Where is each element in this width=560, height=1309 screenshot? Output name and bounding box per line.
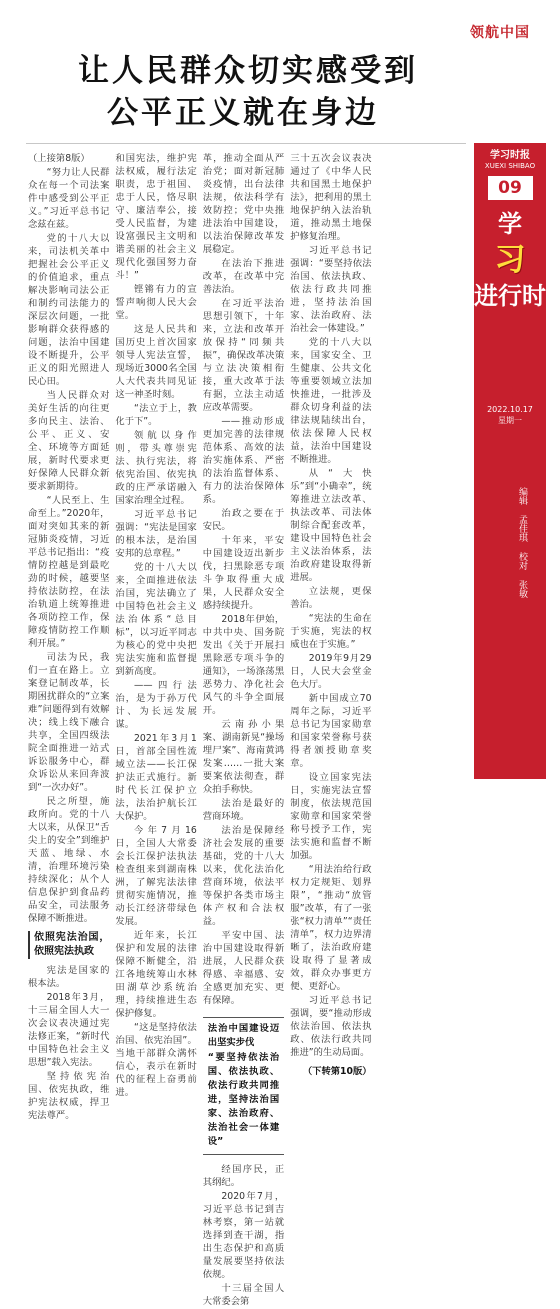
editor-credit: 编辑 孟佳琪 校对 张敏 <box>517 487 527 598</box>
issue-date-value: 2022.10.17 <box>487 405 533 414</box>
issue-weekday: 星期一 <box>498 416 522 425</box>
article-paragraph: 坚持依宪治国、依宪执政，维护宪法权威，捍卫宪法尊严。 <box>28 1071 110 1121</box>
article-paragraph: 立法规，更保善治。 <box>290 586 372 610</box>
article-paragraph: 平安中国、法治中国建设取得新进展，人民群众获得感、幸福感、安全感更加充实、更有保障。 <box>202 930 285 1006</box>
article-paragraph: 司法为民，我们一直在路上。立案登记制改革，长期困扰群众的“立案难”问题得到有效解决；线上线下融合共享，全国四级法院全面推进一站式诉讼服务中心，群众诉讼从来回奔波到“一次办好”。 <box>28 652 110 793</box>
article-paragraph: 党的十八大以来，全面推进依法治国，宪法确立了中国特色社会主义法治体系“总目标”，以习近平同志为核心的党中央把宪法实施和监督提到新高度。 <box>115 562 197 677</box>
article-column-1 <box>28 152 109 1309</box>
article-paragraph: 宪法是国家的根本法。 <box>28 965 110 989</box>
article-column-3 <box>203 152 284 1309</box>
headline-line-2: 公平正义就在身边 <box>107 95 379 131</box>
section-title-middle: 习 <box>494 242 526 278</box>
headline-rule <box>26 143 466 144</box>
article-paragraph: 从“大快乐”到“小确幸”，统筹推进立法改革、执法改革、司法体制综合配套改革，建设中国特色社会主义法治体系，法治政府建设取得新进展。 <box>290 468 372 583</box>
article-paragraph: 近年来，长江保护和发展的法律保障不断健全，沿江各地统筹山水林田湖草沙系统治理，持续推进生态保护修复。 <box>115 930 197 1019</box>
article-paragraph: 领航以身作则，带头尊崇宪法、执行宪法，将依宪治国、依宪执政的庄严承诺融入国家治理全过程。 <box>115 430 197 506</box>
article-paragraph: ——四行法治，是为于孙万代计、为长远发展谋。 <box>115 680 197 730</box>
article-paragraph: 治政之要在于安民。 <box>202 508 285 532</box>
section-title-bottom: 进行时 <box>474 282 546 310</box>
continuation-note: （下转第10版） <box>302 1066 372 1077</box>
section-banner: 领航中国 <box>470 25 530 41</box>
article-paragraph: （上接第8版） <box>28 153 90 164</box>
article-paragraph: 和国宪法，维护宪法权威，履行法定职责，忠于祖国、忠于人民，恪尽职守、廉洁奉公，接受人民监督，为建设富强民主文明和谐美丽的社会主义现代化强国努力奋斗！” <box>115 153 197 281</box>
article-paragraph: 在法治下推进改革，在改革中完善法治。 <box>202 258 285 295</box>
article-paragraph: 铿锵有力的宣誓声响彻人民大会堂。 <box>115 284 197 321</box>
article-paragraph: 法治是保障经济社会发展的重要基础，党的十八大以来，优化法治化营商环境，依法平等保护各类市场主体产权和合法权益。 <box>202 825 285 927</box>
article-paragraph: 云南孙小果案、湖南新晃“操场埋尸案”、海南黄鸿发案……一批大案要案依法彻查，群众拍手称快。 <box>202 719 285 795</box>
article-paragraph: 法治是最好的营商环境。 <box>202 798 285 822</box>
article-paragraph: “努力让人民群众在每一个司法案件中感受到公平正义。”习近平总书记念兹在兹。 <box>28 167 110 230</box>
article-paragraph: 三十五次会议表决通过了《中华人民共和国黑土地保护法》，把利用的黑土地保护纳入法治轨道，推动黑土地保护修复治理。 <box>290 153 372 242</box>
publication-subtitle: XUEXI SHIBAO <box>484 162 536 170</box>
article-paragraph: 2018年伊始，中共中央、国务院发出《关于开展扫黑除恶专项斗争的通知》，一场涤荡黑恶势力、净化社会风气的斗争全面展开。 <box>202 614 285 716</box>
article-paragraph: “用法治给行政权力定规矩、划界限”，“推动“放管服”改革，有了一张张“权力清单”“责任清单”，权力边界清晰了，法治政府建设取得了显著成效，群众办事更方便、更舒心。 <box>290 864 372 992</box>
article-paragraph: “这是坚持依法治国、依宪治国”。当地干部群众满怀信心，表示在新时代的征程上奋勇前进。 <box>115 1022 197 1098</box>
article-paragraph: 习近平总书记强调：“宪法是国家的根本法，是治国安邦的总章程。” <box>115 509 197 559</box>
article-paragraph: 习近平总书记强调：“要坚持依法治国、依法执政、依法行政共同推进，坚持法治国家、法治政府、法治社会一体建设。” <box>290 245 372 334</box>
article-paragraph: 十年来，平安中国建设迈出新步伐，扫黑除恶专项斗争取得重大成果，人民群众安全感持续提升。 <box>202 535 285 611</box>
headline-line-1: 让人民群众切实感受到 <box>78 53 418 89</box>
subheading-text: 依照宪法治国，依照宪法执政 <box>34 932 110 957</box>
article-paragraph: “人民至上、生命至上。”2020年，面对突如其来的新冠肺炎疫情，习近平总书记指出：“疫情防控越是到最吃劲的时候，越要坚持依法防控，在法治轨道上统筹推进各项防控工作，保障疫情防控工作顺利开展。” <box>28 495 110 649</box>
article-paragraph: ——推动形成更加完善的法律规范体系、高效的法治实施体系、严密的法治监督体系、有力的法治保障体系。 <box>202 416 285 505</box>
pull-quote-text: “要坚持依法治国、依法执政、依法行政共同推进，坚持法治国家、法治政府、法治社会一体建设” <box>207 1052 280 1147</box>
article-paragraph: “法立于上，教化于下”。 <box>115 403 197 427</box>
article-paragraph: 设立国家宪法日，实施宪法宣誓制度，依法规范国家勋章和国家荣誉称号授予工作，宪法实施和监督不断加强。 <box>290 772 372 861</box>
article-paragraph: “宪法的生命在于实施，宪法的权威也在于实施。” <box>290 613 372 650</box>
article-paragraph: 今年7月16日，全国人大常委会长江保护法执法检查组来到湖南株洲，了解宪法法律贯彻实施情况，推动长江经济带绿色发展。 <box>115 825 197 927</box>
article-paragraph: 2021年3月1日，首部全国性流域立法——长江保护法正式施行。新时代长江保护立法，法治护航长江大保护。 <box>115 733 197 822</box>
article-paragraph: 2018年3月，十三届全国人大一次会议表决通过宪法修正案，“新时代中国特色社会主义思想”载入宪法。 <box>28 992 110 1068</box>
section-title <box>474 208 546 312</box>
article-paragraph: 十三届全国人大常委会第 <box>202 1283 285 1307</box>
article-paragraph: 2019年9月29日，人民大会堂金色大厅。 <box>290 653 372 690</box>
article-column-2 <box>115 152 196 1309</box>
article-column-4 <box>290 152 371 1309</box>
publication-logo: 学习时报 <box>490 150 530 161</box>
article-paragraph: 新中国成立70周年之际，习近平总书记为国家勋章和国家荣誉称号获得者颁授勋章奖章。 <box>290 693 372 769</box>
article-paragraph: 革，推动全面从严治党；面对新冠肺炎疫情，出台法律法规，依法科学有效防控；党中央推进法治中国建设，以法治保障改革发展稳定。 <box>202 153 285 255</box>
article-paragraph: 经国序民，正其纲纪。 <box>202 1164 285 1188</box>
article-paragraph: 党的十八大以来，司法机关革中把握社会公平正义的价值追求，重点解决影响司法公正和制约司法能力的深层次问题，一批影响群众获得感的问题，法治中国建设不断提升，公平正义的阳光照进人民心田。 <box>28 233 110 387</box>
headline <box>78 50 418 134</box>
article-paragraph: 在习近平法治思想引领下，十年来，立法和改革开放保持“同频共振”，确保改革决策与立法决策相衔接，重大改革于法有据，立法主动适应改革需要。 <box>202 298 285 413</box>
issue-date <box>474 404 546 426</box>
article-paragraph: 当人民群众对美好生活的向往更多向民主、法治、公平、正义、安全、环境等方面延展，新时代要求更好保障人民群众新要求新期待。 <box>28 390 110 492</box>
pull-quote <box>203 1017 284 1155</box>
subheading-callout <box>28 931 109 959</box>
pull-quote-heading: 法治中国建设迈出坚实步伐 <box>207 1023 280 1048</box>
page-number: 09 <box>488 176 533 200</box>
article-paragraph: 2020年7月，习近平总书记到吉林考察，第一站就选择到查干湖，指出生态保护和高质量发展要坚持依法依规。 <box>202 1191 285 1280</box>
article-paragraph: 党的十八大以来，国家安全、卫生健康、公共文化等重要领域立法加快推进，一批涉及群众切身利益的法律法规陆续出台，依法保障人民权益，法治中国建设不断推进。 <box>290 337 372 465</box>
section-title-top: 学 <box>498 210 522 238</box>
sidebar-band <box>474 143 546 779</box>
article-paragraph: 习近平总书记强调，要“推动形成依法治国、依法执政、依法行政共同推进”的生动局面。 <box>290 995 372 1058</box>
article-paragraph: 这是人民共和国历史上首次国家领导人宪法宣誓，现场近3000名全国人大代表共同见证这一神圣时刻。 <box>115 324 197 400</box>
article-paragraph: 民之所望，施政所向。党的十八大以来，从保卫“舌尖上的安全”到维护天蓝、地绿、水清，治理环境污染持续深化；从个人信息保护到食品药品安全，司法服务保障不断推进。 <box>28 796 110 924</box>
article-body <box>28 152 459 1307</box>
